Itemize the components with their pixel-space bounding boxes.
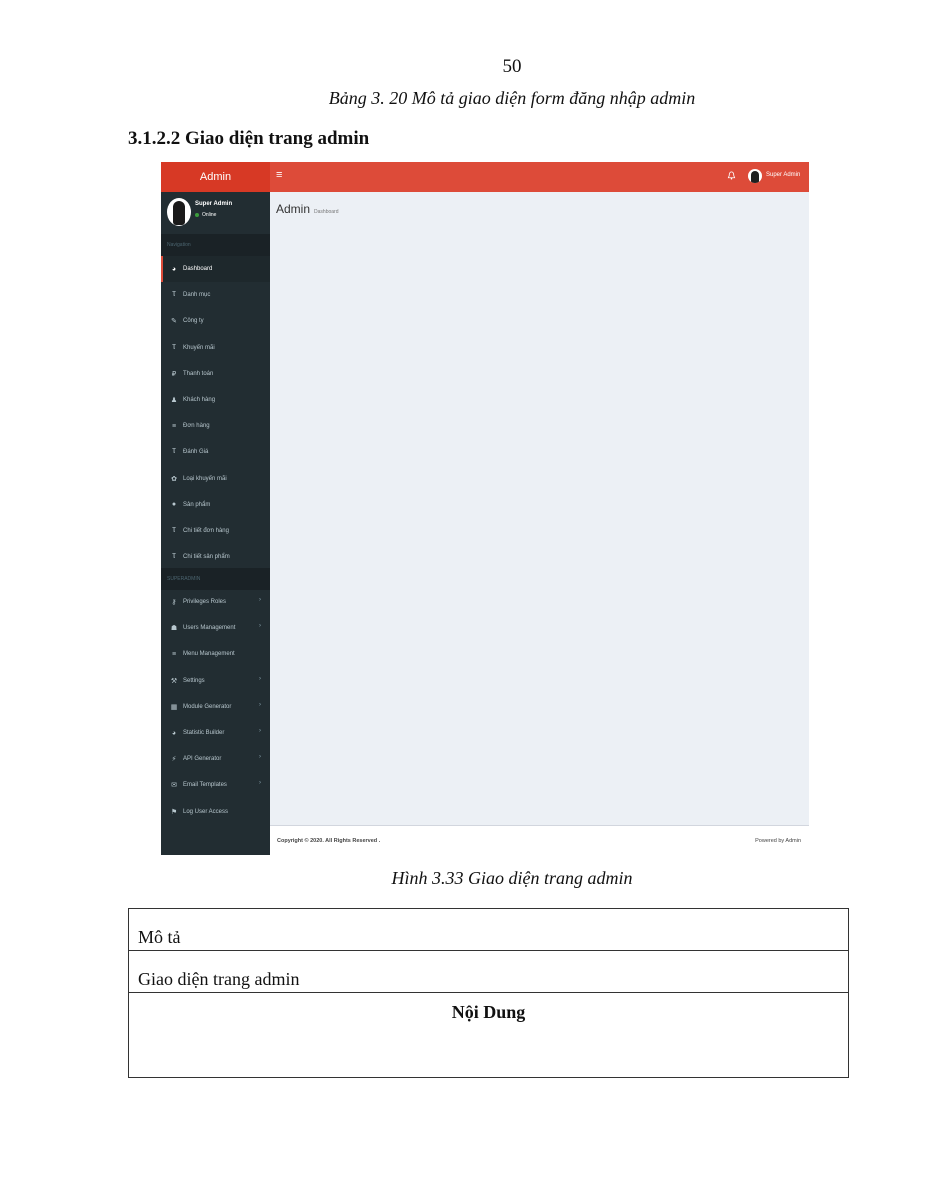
user-status-label: Online [202, 212, 217, 218]
sidebar-item[interactable] [161, 668, 270, 694]
sidebar-item[interactable] [161, 439, 270, 465]
user-icon: ♟ [170, 397, 178, 404]
bell-icon[interactable] [727, 171, 736, 180]
sidebar-item-label: Thanh toán [183, 370, 214, 377]
flag-icon: ⚑ [170, 808, 178, 816]
sidebar-item[interactable] [161, 589, 270, 615]
circle-icon: ● [171, 501, 177, 509]
sidebar-item[interactable] [161, 492, 270, 518]
top-user-avatar[interactable] [748, 169, 762, 183]
sidebar-item[interactable] [161, 615, 270, 641]
description-table [128, 908, 849, 1078]
figure-caption: Hình 3.33 Giao diện trang admin [391, 868, 633, 888]
pencil-icon: ✎ [171, 318, 177, 326]
sidebar-item[interactable] [161, 746, 270, 772]
sidebar-item-label: Loại khuyến mãi [183, 475, 227, 482]
user-status [195, 212, 216, 218]
sidebar-item[interactable] [161, 466, 270, 492]
sidebar-item-label: Đánh Giá [183, 449, 209, 456]
sidebar-item[interactable] [161, 335, 270, 361]
sidebar-item[interactable] [161, 641, 270, 667]
filter-icon: Ⲧ [171, 527, 177, 534]
chevron-right-icon: › [259, 754, 261, 761]
sidebar-item[interactable] [161, 256, 270, 282]
list-icon: ≡ [171, 650, 177, 658]
table-row [129, 951, 848, 993]
sidebar-item-label: Công ty [183, 318, 204, 325]
table-cell: Giao diện trang admin [138, 969, 300, 989]
menu-toggle-icon[interactable]: ≡ [276, 169, 283, 181]
plug-icon: ⚡ [171, 756, 177, 764]
sidebar-item[interactable] [161, 361, 270, 387]
page-title [276, 202, 338, 216]
paypal-icon: ₽ [171, 370, 177, 378]
table-content-header: Nội Dung [451, 1002, 526, 1022]
user-name: Super Admin [195, 201, 233, 207]
sidebar-item-label: Module Generator [183, 703, 232, 710]
sidebar-item-label: Khuyến mãi [183, 344, 215, 351]
sidebar-item-label: Settings [183, 677, 205, 684]
avatar [167, 198, 191, 226]
user-panel [161, 192, 270, 234]
status-dot-icon [195, 213, 199, 217]
sidebar-item-label: Email Templates [183, 782, 227, 789]
users-icon: ☗ [170, 625, 178, 633]
chevron-right-icon: › [259, 597, 261, 603]
grid-icon: ▦ [170, 703, 178, 711]
sidebar-item-label: Log User Access [183, 808, 229, 815]
chevron-right-icon: › [259, 675, 261, 682]
sidebar-item[interactable] [161, 772, 270, 798]
sidebar-item-label: Chi tiết đơn hàng [183, 528, 229, 534]
filter-icon: Ⲧ [171, 553, 177, 561]
footer [270, 825, 809, 855]
page-subtitle: Dashboard [314, 209, 339, 215]
chevron-right-icon: › [259, 623, 261, 630]
wrench-icon: ⚒ [170, 677, 178, 685]
sidebar-item-label: Statistic Builder [183, 730, 225, 736]
copyright-text: Copyright © 2020. All Rights Reserved . [277, 838, 381, 844]
sidebar-item[interactable] [161, 282, 270, 308]
table-caption: Bảng 3. 20 Mô tả giao diện form đăng nhập admin [328, 88, 696, 108]
sidebar-item-label: Users Management [183, 625, 236, 632]
filter-icon: Ⲧ [171, 448, 177, 456]
sidebar-item[interactable] [161, 799, 270, 825]
envelope-icon: ✉ [171, 782, 177, 790]
table-row [129, 909, 848, 951]
key-icon: ⚷ [171, 599, 177, 606]
top-navbar [161, 162, 809, 192]
sidebar-item[interactable] [161, 308, 270, 334]
sidebar-item-label: Privileges Roles [183, 599, 227, 605]
sidebar-item-label: Khách hàng [183, 397, 216, 403]
sidebar [161, 192, 270, 855]
sidebar-item[interactable] [161, 387, 270, 413]
list-icon: ≡ [171, 422, 177, 430]
powered-by-text: Powered by Admin [755, 838, 801, 844]
chevron-right-icon: › [259, 701, 261, 708]
page-title-text: Admin [276, 202, 311, 216]
sidebar-item-label: Chi tiết sản phẩm [183, 554, 230, 561]
chevron-right-icon: › [259, 780, 261, 787]
table-cell: Mô tả [138, 927, 181, 947]
sidebar-item-label: API Generator [183, 756, 222, 763]
sidebar-item-label: Đơn hàng [183, 423, 210, 430]
chevron-right-icon: › [259, 728, 261, 734]
gift-icon: ✿ [171, 475, 177, 483]
sidebar-item[interactable] [161, 720, 270, 746]
superadmin-header: SUPERADMIN [161, 568, 270, 590]
sidebar-item-label: Dashboard [183, 266, 213, 272]
sidebar-item-label: Sản phẩm [183, 501, 211, 508]
nav-header: Navigation [161, 234, 270, 256]
dashboard-icon: ◕ [171, 729, 177, 737]
section-heading: 3.1.2.2 Giao diện trang admin [128, 128, 370, 149]
sidebar-item-label: Danh mục [183, 292, 211, 299]
admin-screenshot [161, 162, 809, 855]
sidebar-item-label: Menu Management [183, 651, 235, 658]
brand-logo[interactable]: Admin [161, 162, 270, 192]
sidebar-item[interactable] [161, 544, 270, 570]
sidebar-item[interactable] [161, 694, 270, 720]
filter-icon: Ⲧ [171, 343, 177, 351]
filter-icon: Ⲧ [171, 291, 177, 299]
sidebar-item[interactable] [161, 413, 270, 439]
page-number: 50 [502, 56, 522, 77]
top-user-name[interactable]: Super Admin [766, 172, 801, 178]
dashboard-icon: ◕ [171, 265, 177, 273]
sidebar-item[interactable] [161, 518, 270, 544]
